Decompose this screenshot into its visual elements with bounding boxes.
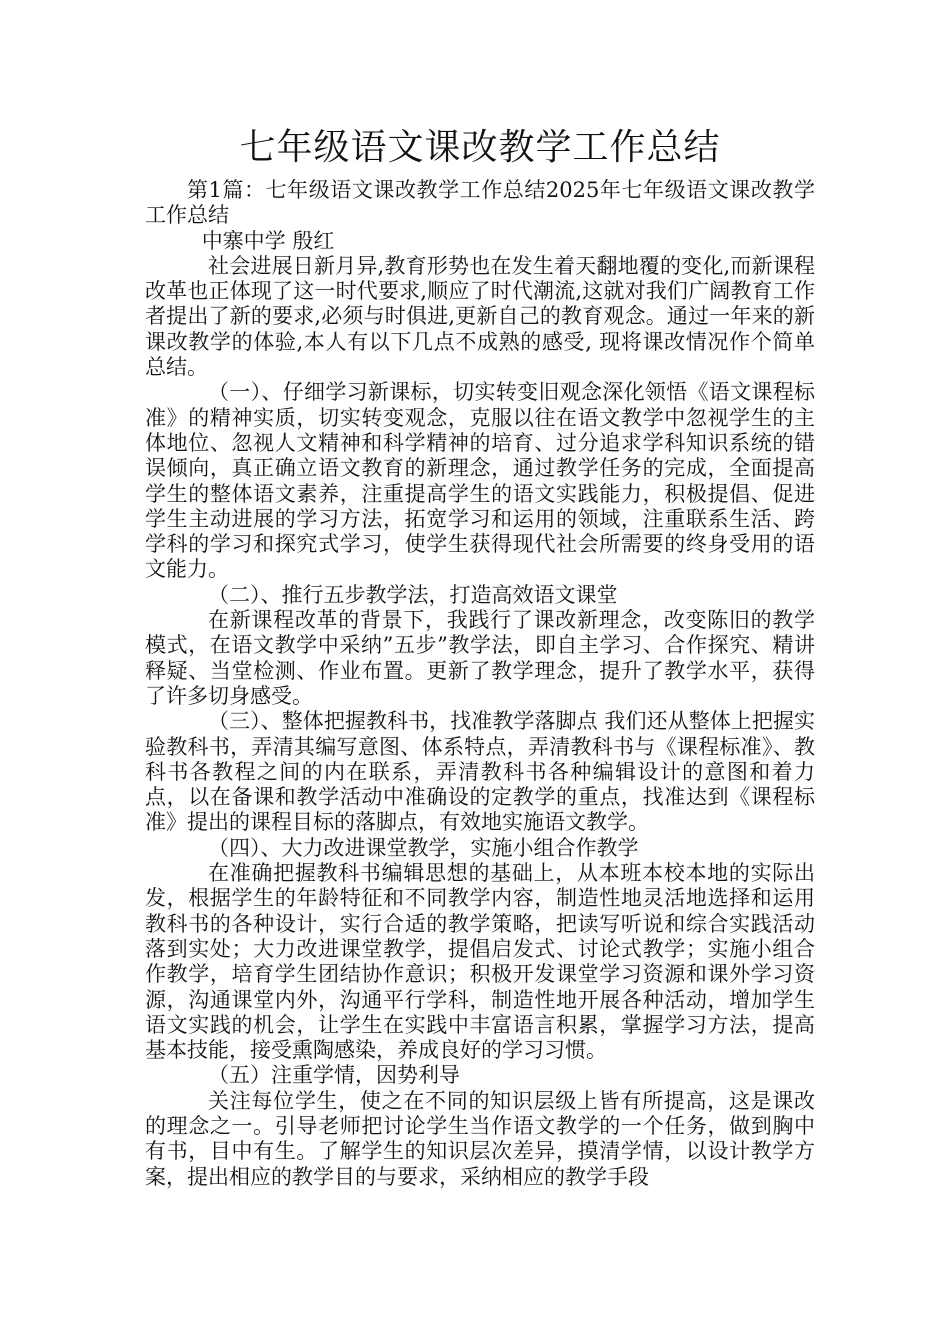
section-heading-4: （四）、大力改进课堂教学，实施小组合作教学 bbox=[208, 835, 639, 860]
document-page bbox=[145, 120, 815, 1190]
section-heading-3: （三）、整体把握教科书，找准教学落脚点 我们还从整体上把握实验教科书，弄清其编写意图、体系特点，弄清教科书与《课程标准》、教科书各教程之间的内在联系，弄清教科书各种编辑设计的意图和着力点，以在备课和教学活动中准确设的定教学的重点，找准达到《课程标准》提出的课程目标的落脚点，有效地实施语文教学。 bbox=[145, 709, 815, 835]
document-author: 中寨中学 殷红 bbox=[201, 228, 335, 253]
document-subtitle: 第1篇：七年级语文课改教学工作总结2025年七年级语文课改教学工作总结 bbox=[145, 178, 815, 228]
paragraph-section-4: 在准确把握教科书编辑思想的基础上，从本班本校本地的实际出发，根据学生的年龄特征和不同教学内容，制造性地灵活地选择和运用教科书的各种设计，实行合适的教学策略，把读写听说和综合实践活动落到实处；大力改进课堂教学，提倡启发式、讨论式教学；实施小组合作教学，培育学生团结协作意识；积极开发课堂学习资源和课外学习资源，沟通课堂内外，沟通平行学科，制造性地开展各种活动，增加学生语文实践的机会，让学生在实践中丰富语言积累，掌握学习方法，提高基本技能，接受熏陶感染，养成良好的学习习惯。 bbox=[145, 861, 815, 1063]
section-heading-1: （一）、仔细学习新课标，切实转变旧观念深化领悟《语文课程标准》的精神实质，切实转变观念，克服以往在语文教学中忽视学生的主体地位、忽视人文精神和科学精神的培育、过分追求学科知识系统的错误倾向，真正确立语文教育的新理念，通过教学任务的完成，全面提高学生的整体语文素养，注重提高学生的语文实践能力，积极提倡、促进学生主动进展的学习方法，拓宽学习和运用的领域，注重联系生活、跨学科的学习和探究式学习，使学生获得现代社会所需要的终身受用的语文能力。 bbox=[145, 380, 815, 582]
paragraph-section-5: 关注每位学生，使之在不同的知识层级上皆有所提高，这是课改的理念之一。引导老师把讨论学生当作语文教学的一个任务，做到胸中有书，目中有生。了解学生的知识层次差异，摸清学情，以设计教学方案，提出相应的教学目的与要求，采纳相应的教学手段 bbox=[145, 1088, 815, 1189]
paragraph-intro: 社会进展日新月异,教育形势也在发生着天翻地覆的变化,而新课程改革也正体现了这一时代要求,顺应了时代潮流,这就对我们广阔教育工作者提出了新的要求,必须与时俱进,更新自己的教育观念。通过一年来的新课改教学的体验,本人有以下几点不成熟的感受, 现将课改情况作个简单总结。 bbox=[145, 253, 815, 380]
section-heading-5: （五）注重学情，因势利导 bbox=[208, 1063, 460, 1088]
section-heading-2: （二）、推行五步教学法，打造高效语文课堂 bbox=[208, 582, 618, 607]
paragraph-section-2: 在新课程改革的背景下，我践行了课改新理念，改变陈旧的教学模式，在语文教学中采纳”五步”教学法，即自主学习、合作探究、精讲释疑、当堂检测、作业布置。更新了教学理念，提升了教学水平，获得了许多切身感受。 bbox=[145, 608, 815, 708]
document-title: 七年级语文课改教学工作总结 bbox=[239, 127, 721, 168]
